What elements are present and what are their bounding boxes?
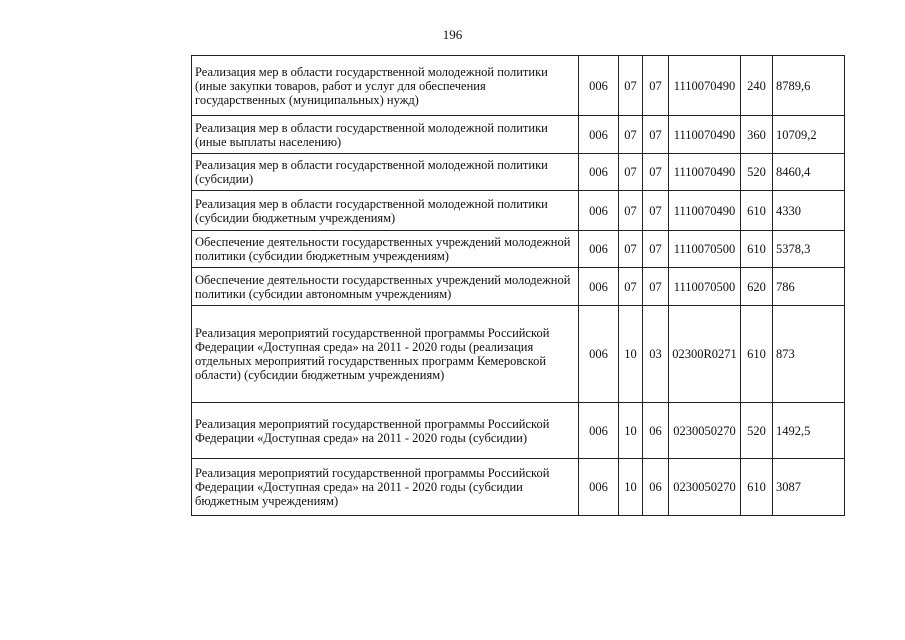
- row-name: Реализация мероприятий государственной программы Российской Федерации «Доступная среда» на 2011 - 2020 годы (субсидии): [192, 403, 579, 459]
- expense-type-code: 520: [741, 403, 773, 459]
- amount: 10709,2: [773, 116, 845, 154]
- section-code: 10: [619, 403, 643, 459]
- section-code: 10: [619, 306, 643, 403]
- expense-type-code: 520: [741, 154, 773, 191]
- amount: 786: [773, 268, 845, 306]
- row-name: Реализация мер в области государственной молодежной политики (субсидии бюджетным учреждениям): [192, 191, 579, 231]
- ministry-code: 006: [579, 154, 619, 191]
- subsection-code: 06: [643, 403, 669, 459]
- target-code: 0230050270: [669, 459, 741, 516]
- section-code: 07: [619, 116, 643, 154]
- expense-type-code: 610: [741, 459, 773, 516]
- section-code: 10: [619, 459, 643, 516]
- ministry-code: 006: [579, 116, 619, 154]
- row-name: Реализация мер в области государственной молодежной политики (субсидии): [192, 154, 579, 191]
- target-code: 1110070500: [669, 268, 741, 306]
- target-code: 1110070490: [669, 56, 741, 116]
- target-code: 1110070500: [669, 231, 741, 268]
- ministry-code: 006: [579, 191, 619, 231]
- target-code: 0230050270: [669, 403, 741, 459]
- amount: 1492,5: [773, 403, 845, 459]
- subsection-code: 07: [643, 231, 669, 268]
- amount: 8460,4: [773, 154, 845, 191]
- amount: 8789,6: [773, 56, 845, 116]
- table-row: [192, 56, 845, 116]
- subsection-code: 07: [643, 116, 669, 154]
- row-name: Реализация мероприятий государственной программы Российской Федерации «Доступная среда» на 2011 - 2020 годы (реализация отдельных мероприятий государственных программ Кемеровской области) (субсидии бюджетным учреждениям): [192, 306, 579, 403]
- row-name: Реализация мер в области государственной молодежной политики (иные выплаты населению): [192, 116, 579, 154]
- row-name: Реализация мероприятий государственной программы Российской Федерации «Доступная среда» на 2011 - 2020 годы (субсидии бюджетным учреждениям): [192, 459, 579, 516]
- section-code: 07: [619, 191, 643, 231]
- ministry-code: 006: [579, 459, 619, 516]
- row-name: Реализация мер в области государственной молодежной политики (иные закупки товаров, работ и услуг для обеспечения государственных (муниципальных) нужд): [192, 56, 579, 116]
- ministry-code: 006: [579, 231, 619, 268]
- table-row: [192, 306, 845, 403]
- budget-table: [191, 55, 845, 516]
- table-row: [192, 154, 845, 191]
- subsection-code: 07: [643, 154, 669, 191]
- target-code: 1110070490: [669, 116, 741, 154]
- expense-type-code: 610: [741, 231, 773, 268]
- target-code: 02300R0271: [669, 306, 741, 403]
- row-name: Обеспечение деятельности государственных учреждений молодежной политики (субсидии автономным учреждениям): [192, 268, 579, 306]
- ministry-code: 006: [579, 268, 619, 306]
- section-code: 07: [619, 154, 643, 191]
- ministry-code: 006: [579, 403, 619, 459]
- target-code: 1110070490: [669, 191, 741, 231]
- expense-type-code: 620: [741, 268, 773, 306]
- page-number: 196: [442, 27, 463, 42]
- subsection-code: 03: [643, 306, 669, 403]
- amount: 3087: [773, 459, 845, 516]
- table-row: [192, 459, 845, 516]
- target-code: 1110070490: [669, 154, 741, 191]
- expense-type-code: 610: [741, 191, 773, 231]
- expense-type-code: 360: [741, 116, 773, 154]
- subsection-code: 06: [643, 459, 669, 516]
- table-row: [192, 191, 845, 231]
- subsection-code: 07: [643, 56, 669, 116]
- section-code: 07: [619, 268, 643, 306]
- table-row: [192, 116, 845, 154]
- amount: 5378,3: [773, 231, 845, 268]
- row-name: Обеспечение деятельности государственных учреждений молодежной политики (субсидии бюджетным учреждениям): [192, 231, 579, 268]
- table-row: [192, 403, 845, 459]
- section-code: 07: [619, 231, 643, 268]
- ministry-code: 006: [579, 306, 619, 403]
- table-row: [192, 231, 845, 268]
- amount: 4330: [773, 191, 845, 231]
- table-row: [192, 268, 845, 306]
- subsection-code: 07: [643, 268, 669, 306]
- section-code: 07: [619, 56, 643, 116]
- expense-type-code: 240: [741, 56, 773, 116]
- amount: 873: [773, 306, 845, 403]
- ministry-code: 006: [579, 56, 619, 116]
- subsection-code: 07: [643, 191, 669, 231]
- expense-type-code: 610: [741, 306, 773, 403]
